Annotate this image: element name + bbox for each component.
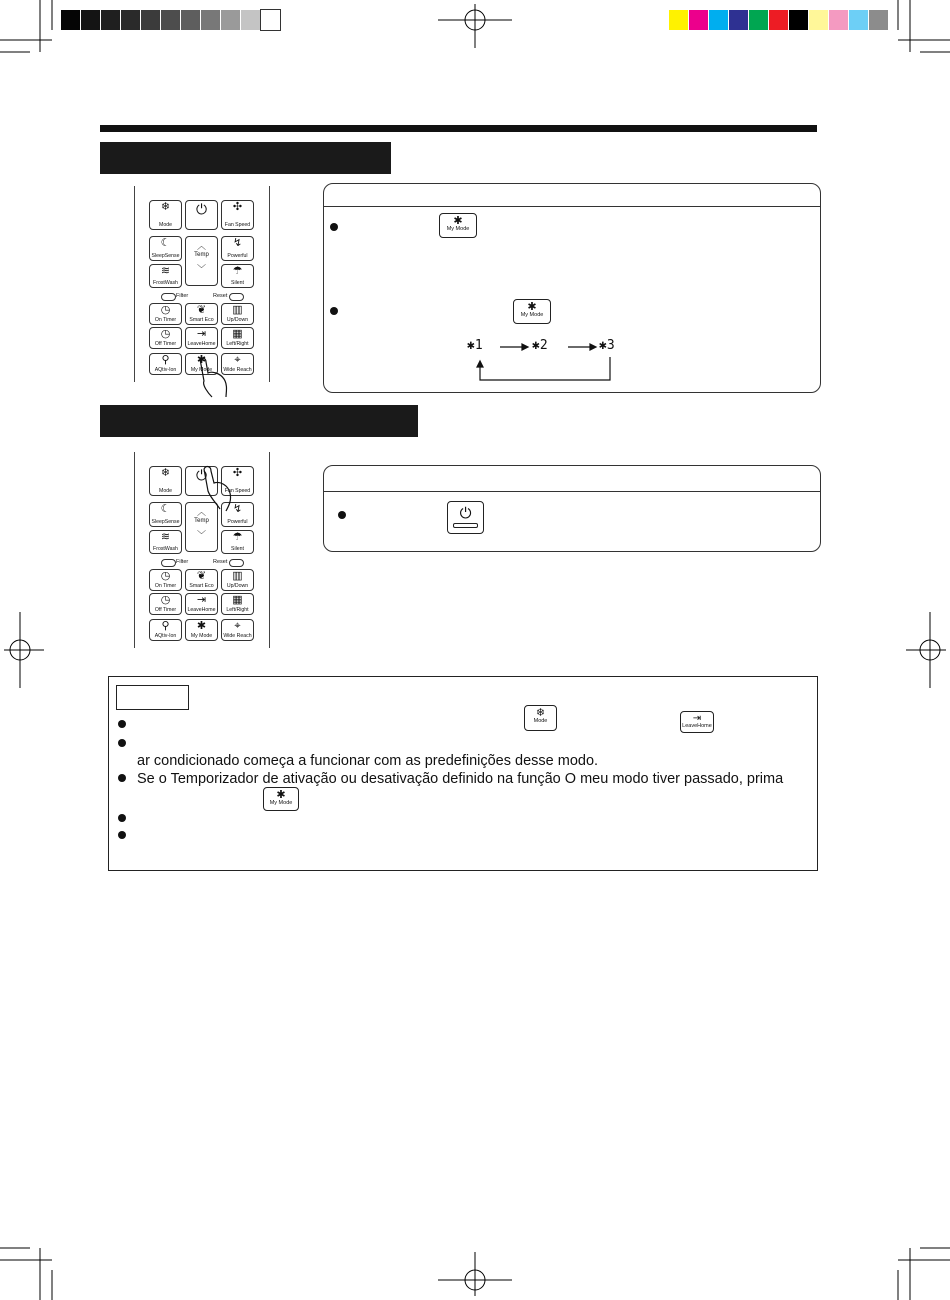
- powerful-button[interactable]: ↯ Powerful: [221, 502, 254, 527]
- power-info-box: [323, 465, 821, 552]
- on-timer-button[interactable]: ◷ On Timer: [149, 303, 182, 325]
- reset-label: Reset: [213, 559, 228, 565]
- silent-button[interactable]: ☂ Silent: [221, 264, 254, 288]
- snowflake-icon: ❄: [160, 467, 171, 479]
- color-swatch: [729, 10, 748, 30]
- my-mode-icon: ✱: [527, 301, 537, 313]
- my-mode-icon: ✱: [532, 338, 540, 353]
- color-swatch: [789, 10, 808, 30]
- powerful-icon: ↯: [232, 237, 243, 249]
- fan-icon: ✣: [232, 467, 243, 479]
- my-mode-1: ✱1: [467, 338, 483, 353]
- gray-swatch: [241, 10, 260, 30]
- my-mode-icon: ✱: [196, 620, 207, 632]
- filter-button[interactable]: [161, 559, 176, 567]
- reset-button[interactable]: [229, 293, 244, 301]
- snowflake-icon: ❄: [535, 707, 546, 719]
- temp-rocker[interactable]: ︿ Temp ﹀: [185, 502, 218, 552]
- leave-home-icon: ⇥: [196, 328, 207, 340]
- note-line: Se o Temporizador de ativação ou desativação definido na função O meu modo tiver passado, prima: [137, 771, 784, 787]
- moon-icon: ☾: [160, 503, 171, 515]
- my-mode-key-icon: ✱ My Mode: [513, 299, 551, 324]
- gray-swatch: [201, 10, 220, 30]
- powerful-icon: ↯: [232, 503, 243, 515]
- silent-button[interactable]: ☂ Silent: [221, 530, 254, 554]
- moon-icon: ☾: [160, 237, 171, 249]
- ion-icon: ⚲: [161, 620, 170, 632]
- power-icon: ⏻: [195, 201, 208, 217]
- wide-reach-button[interactable]: ⌖ Wide Reach: [221, 619, 254, 641]
- up-down-button[interactable]: ▥ Up/Down: [221, 569, 254, 591]
- fan-icon: ✣: [232, 201, 243, 213]
- gray-swatch: [221, 10, 240, 30]
- my-mode-icon: ✱: [196, 354, 207, 366]
- leave-home-button[interactable]: ⇥ LeaveHome: [185, 327, 218, 349]
- temp-down-icon[interactable]: ﹀: [196, 530, 206, 540]
- bullet: [330, 223, 338, 231]
- color-swatch: [809, 10, 828, 30]
- my-mode-icon: ✱: [599, 338, 607, 353]
- fan-speed-button[interactable]: ✣ Fan Speed: [221, 200, 254, 230]
- my-mode-button[interactable]: ✱ My Mode: [185, 353, 218, 375]
- my-mode-key-icon: ✱ My Mode: [439, 213, 477, 238]
- gray-swatch: [61, 10, 80, 30]
- note-line: ar condicionado começa a funcionar com as predefinições desse modo.: [137, 753, 599, 769]
- smart-eco-button[interactable]: ❦ Smart Eco: [185, 569, 218, 591]
- clock-icon: ◷: [160, 570, 171, 582]
- aqtiv-ion-button[interactable]: ⚲ AQtiv-Ion: [149, 619, 182, 641]
- leave-home-key-icon: ⇥ LeaveHome: [680, 711, 714, 733]
- color-swatch: [869, 10, 888, 30]
- color-swatch: [709, 10, 728, 30]
- leave-home-icon: ⇥: [692, 713, 702, 724]
- temp-down-icon[interactable]: ﹀: [196, 264, 206, 274]
- hand-pointer-icon: [190, 355, 250, 400]
- power-key-icon: [447, 501, 484, 534]
- power-icon: ⏻: [195, 467, 208, 483]
- my-mode-3: ✱3: [599, 338, 615, 353]
- temp-up-icon[interactable]: ︿: [196, 507, 206, 517]
- bullet: [118, 720, 126, 728]
- wide-reach-button[interactable]: ⌖ Wide Reach: [221, 353, 254, 375]
- up-down-button[interactable]: ▥ Up/Down: [221, 303, 254, 325]
- bullet: [330, 307, 338, 315]
- gray-swatch: [121, 10, 140, 30]
- hand-pointer-icon: [196, 463, 256, 513]
- clock-icon: ◷: [160, 304, 171, 316]
- bullet: [118, 814, 126, 822]
- on-timer-button[interactable]: ◷ On Timer: [149, 569, 182, 591]
- mode-button[interactable]: ❄ Mode: [149, 200, 182, 230]
- power-button[interactable]: [185, 200, 218, 230]
- my-mode-icon: ✱: [276, 789, 286, 801]
- my-mode-icon: ✱: [453, 215, 463, 227]
- clock-icon: ◷: [160, 594, 171, 606]
- my-mode-icon: ✱: [467, 338, 475, 353]
- reset-label: Reset: [213, 293, 228, 299]
- remote-illustration-1: [134, 186, 270, 382]
- aqtiv-ion-button[interactable]: ⚲ AQtiv-Ion: [149, 353, 182, 375]
- filter-label: Filter: [176, 559, 189, 565]
- note-label-box: [116, 685, 189, 710]
- silent-icon: ☂: [232, 265, 243, 277]
- my-mode-key-icon: ✱ My Mode: [263, 787, 299, 811]
- my-mode-2: ✱2: [532, 338, 548, 353]
- reset-button[interactable]: [229, 559, 244, 567]
- left-right-button[interactable]: ▦ Left/Right: [221, 327, 254, 349]
- cycle-arrows: [470, 335, 630, 385]
- bullet: [118, 774, 126, 782]
- leaf-icon: ❦: [196, 570, 207, 582]
- color-swatch: [669, 10, 688, 30]
- color-swatch: [749, 10, 768, 30]
- sleep-sense-button[interactable]: ☾ SleepSense: [149, 502, 182, 527]
- horizontal-swing-icon: ▦: [232, 328, 243, 340]
- horizontal-swing-icon: ▦: [232, 594, 243, 606]
- bullet: [118, 831, 126, 839]
- filter-label: Filter: [176, 293, 189, 299]
- ion-icon: ⚲: [161, 354, 170, 366]
- leave-home-button[interactable]: ⇥ LeaveHome: [185, 593, 218, 615]
- top-rule: [100, 125, 817, 132]
- mode-key-icon: ❄ Mode: [524, 705, 557, 731]
- filter-button[interactable]: [161, 293, 176, 301]
- vertical-swing-icon: ▥: [232, 304, 243, 316]
- bullet: [118, 739, 126, 747]
- leaf-icon: ❦: [196, 304, 207, 316]
- off-timer-button[interactable]: ◷ Off Timer: [149, 593, 182, 615]
- section-header-my-mode: [100, 142, 391, 174]
- color-swatch: [829, 10, 848, 30]
- left-right-button[interactable]: ▦ Left/Right: [221, 593, 254, 615]
- vertical-swing-icon: ▥: [232, 570, 243, 582]
- clock-icon: ◷: [160, 328, 171, 340]
- frost-wash-button[interactable]: ≋ FrostWash: [149, 264, 182, 288]
- color-swatch: [689, 10, 708, 30]
- wide-reach-icon: ⌖: [234, 620, 241, 632]
- frost-wash-button[interactable]: ≋ FrostWash: [149, 530, 182, 554]
- gray-swatch: [261, 10, 280, 30]
- snowflake-icon: ❄: [160, 201, 171, 213]
- sleep-sense-button[interactable]: ☾ SleepSense: [149, 236, 182, 261]
- frost-icon: ≋: [160, 265, 171, 277]
- mode-button[interactable]: ❄ Mode: [149, 466, 182, 496]
- fan-speed-button[interactable]: ✣ Fan Speed: [221, 466, 254, 496]
- gray-swatch: [101, 10, 120, 30]
- off-timer-button[interactable]: ◷ Off Timer: [149, 327, 182, 349]
- frost-icon: ≋: [160, 531, 171, 543]
- bullet: [338, 511, 346, 519]
- smart-eco-button[interactable]: ❦ Smart Eco: [185, 303, 218, 325]
- my-mode-button[interactable]: ✱ My Mode: [185, 619, 218, 641]
- section-header-power: [100, 405, 418, 437]
- silent-icon: ☂: [232, 531, 243, 543]
- gray-swatch: [141, 10, 160, 30]
- gray-swatch: [181, 10, 200, 30]
- color-swatch: [849, 10, 868, 30]
- wide-reach-icon: ⌖: [234, 354, 241, 366]
- leave-home-icon: ⇥: [196, 594, 207, 606]
- temp-up-icon[interactable]: ︿: [196, 241, 206, 251]
- power-icon: ⏻: [459, 505, 472, 522]
- powerful-button[interactable]: ↯ Powerful: [221, 236, 254, 261]
- color-swatch: [769, 10, 788, 30]
- temp-rocker[interactable]: ︿ Temp ﹀: [185, 236, 218, 286]
- gray-swatch: [81, 10, 100, 30]
- gray-swatch: [161, 10, 180, 30]
